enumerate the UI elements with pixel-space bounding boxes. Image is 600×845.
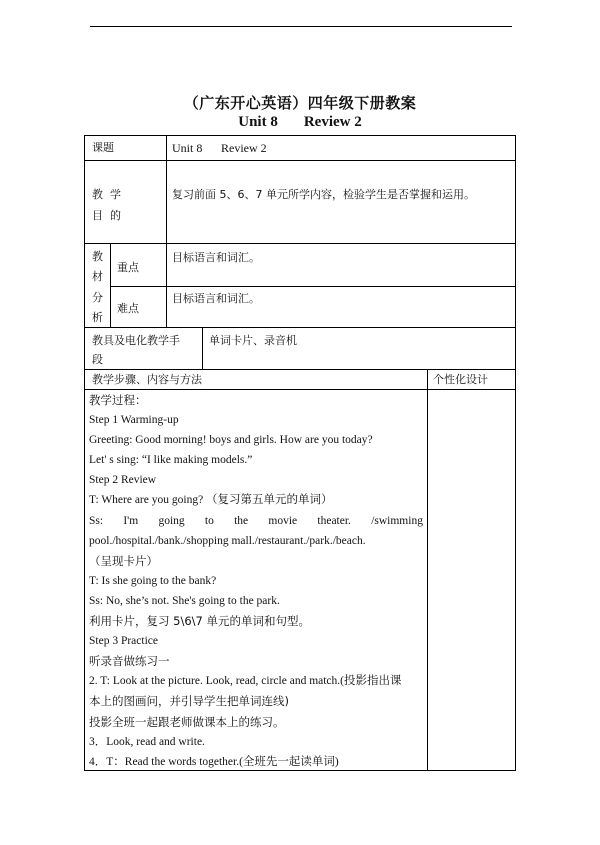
word: to xyxy=(204,514,214,527)
col-divider xyxy=(110,243,111,328)
page-title: （广东开心英语）四年级下册教案 xyxy=(183,94,417,112)
process-line: （呈现卡片） xyxy=(89,553,158,568)
process-line: 教学过程： xyxy=(89,393,147,407)
word: /swimming xyxy=(371,514,423,527)
tools-label-line1: 教具及电化教学手 xyxy=(92,334,180,347)
unit-label: Unit 8 xyxy=(238,114,278,130)
process-line: 投影全班一起跟老师做课本上的练习。 xyxy=(89,714,285,729)
goal-label-line1: 教 学 xyxy=(92,188,121,201)
row-divider xyxy=(84,243,516,244)
process-line: Step 1 Warming-up xyxy=(89,414,179,427)
tools-text: 单词卡片、录音机 xyxy=(209,334,297,347)
goal-text: 复习前面 5、6、7 单元所学内容，检验学生是否掌握和运用。 xyxy=(172,188,475,201)
process-line: Greeting: Good morning! boys and girls. How are you today? xyxy=(89,434,373,447)
process-line: Step 3 Practice xyxy=(89,635,158,648)
analysis-char-2: 材 xyxy=(92,270,103,283)
word: movie xyxy=(268,514,298,527)
process-line: 4．T：Read the words together.(全班先一起读单词) xyxy=(89,755,339,768)
process-line: 利用卡片，复习 5\6\7 单元的单词和句型。 xyxy=(89,614,311,629)
analysis-char-4: 析 xyxy=(92,311,103,324)
tools-label-line2: 段 xyxy=(92,353,103,366)
process-line-justified xyxy=(89,511,423,531)
process-line: pool./hospital./bank./shopping mall./restaurant./park./beach. xyxy=(89,534,366,547)
personal-design-header: 个性化设计 xyxy=(433,373,488,386)
col-divider xyxy=(202,327,203,370)
process-line: Let' s sing: “I like making models.” xyxy=(89,454,253,467)
table-border-top xyxy=(84,135,516,136)
table-border-left xyxy=(84,135,85,771)
table-border-right xyxy=(515,135,516,771)
process-line: 2. T: Look at the picture. Look, read, circle and match.(投影指出课 xyxy=(89,675,402,688)
col-divider xyxy=(166,135,167,328)
word: the xyxy=(234,514,249,527)
process-line: 听录音做练习一 xyxy=(89,654,170,669)
row-divider xyxy=(84,369,516,370)
difficulty-label: 难点 xyxy=(117,302,139,315)
process-line: Step 2 Review xyxy=(89,474,157,487)
process-line: T: Is she going to the bank? xyxy=(89,574,217,587)
word: theater. xyxy=(317,514,351,527)
goal-label-line2: 目 的 xyxy=(92,209,121,222)
topic-review: Review 2 xyxy=(221,141,267,155)
process-line: 本上的图画问，并引导学生把单词连线) xyxy=(89,694,289,709)
word: going xyxy=(158,514,185,527)
word: I'm xyxy=(123,514,139,527)
difficulty-text: 目标语言和词汇。 xyxy=(172,292,260,305)
word: Ss: xyxy=(89,514,104,527)
steps-header: 教学步骤、内容与方法 xyxy=(92,373,202,386)
key-label: 重点 xyxy=(117,261,139,274)
row-divider xyxy=(84,327,516,328)
col-divider xyxy=(427,369,428,771)
review-label: Review 2 xyxy=(303,114,362,130)
analysis-char-3: 分 xyxy=(92,291,103,304)
process-line: 3．Look, read and write. xyxy=(89,735,205,748)
row-divider xyxy=(84,160,516,161)
teaching-process xyxy=(89,390,423,772)
process-line: Ss: No, she’s not. She's going to the park. xyxy=(89,594,280,607)
row-divider xyxy=(110,286,516,287)
topic-unit: Unit 8 xyxy=(172,141,203,155)
process-line: T: Where are you going? （复习第五单元的单词） xyxy=(89,494,333,507)
analysis-char-1: 教 xyxy=(92,250,103,263)
key-text: 目标语言和词汇。 xyxy=(172,251,260,264)
topic-label: 课题 xyxy=(92,141,114,154)
